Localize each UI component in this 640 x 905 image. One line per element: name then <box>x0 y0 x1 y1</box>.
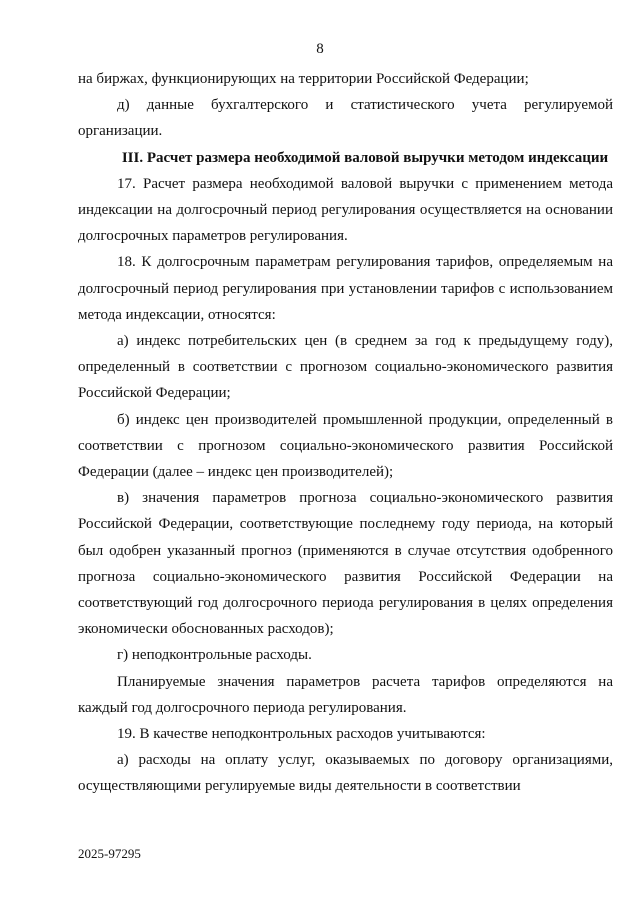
document-id: 2025-97295 <box>78 846 141 861</box>
paragraph-19: 19. В качестве неподконтрольных расходов учитываются: <box>117 726 486 743</box>
paragraph-19-a: а) расходы на оплату услуг, оказываемых по договору организациями, осуществляющими регулируемые виды деятельности в соответствии <box>78 752 613 795</box>
paragraph-18-a: а) индекс потребительских цен (в среднем за год к предыдущему году), определенный в соответствии с прогнозом социально-экономического развития Российской Федерации; <box>78 333 613 402</box>
document-body <box>78 66 613 800</box>
page-number: 8 <box>316 41 324 57</box>
paragraph-18-b: б) индекс цен производителей промышленной продукции, определенный в соответствии с прогнозом социально-экономического развития Российской Федерации (далее – индекс цен производителей); <box>78 411 613 481</box>
paragraph-18-g: г) неподконтрольные расходы. <box>117 647 312 664</box>
paragraph-17: 17. Расчет размера необходимой валовой выручки с применением метода индексации на долгосрочный период регулирования осуществляется на основании долгосрочных параметров регулирования. <box>78 175 613 245</box>
paragraph-item-d: д) данные бухгалтерского и статистического учета регулируемой организации. <box>78 97 613 140</box>
paragraph-18: 18. К долгосрочным параметрам регулирования тарифов, определяемым на долгосрочный период регулирования при установлении тарифов с использованием метода индексации, относятся: <box>78 254 613 323</box>
paragraph-continuation: на биржах, функционирующих на территории Российской Федерации; <box>78 71 529 87</box>
section-heading: III. Расчет размера необходимой валовой выручки методом индексации <box>121 149 609 166</box>
paragraph-18-v: в) значения параметров прогноза социально-экономического развития Российской Федерации, соответствующие последнему году периода, на который был одобрен указанный прогноз (применяются в случае отсутствия одобренного прогноза социально-экономического развития Российской Федерации на соответствующий год долгосрочного периода регулирования в целях определения экономически обоснованных расходов); <box>78 490 613 638</box>
paragraph-planned-values: Планируемые значения параметров расчета тарифов определяются на каждый год долгосрочного периода регулирования. <box>78 673 613 716</box>
